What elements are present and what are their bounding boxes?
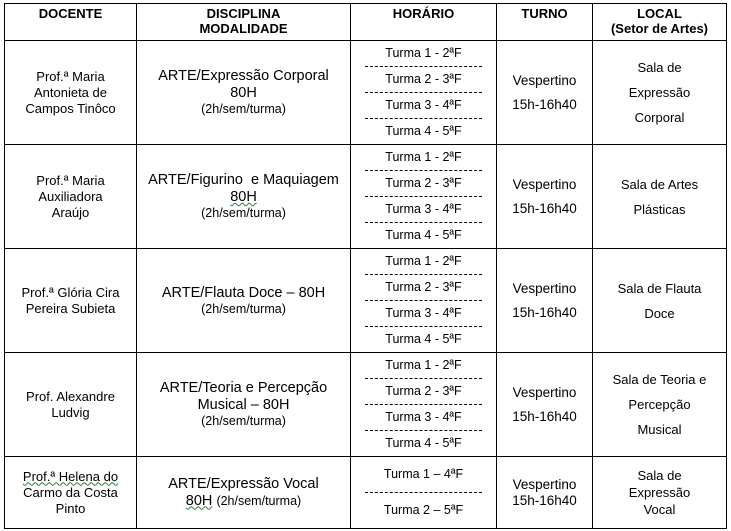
table-row xyxy=(5,145,727,249)
horario-item: Turma 1 - 2ªF xyxy=(365,249,482,275)
docente-cell: Prof.ª Glória Cira Pereira Subieta xyxy=(5,249,137,353)
header-horario: HORÁRIO xyxy=(351,4,497,41)
local-cell: Sala de Teoria e Percepção Musical xyxy=(593,353,727,457)
header-row xyxy=(5,4,727,41)
horario-item: Turma 1 - 2ªF xyxy=(365,41,482,67)
horario-item: Turma 1 – 4ªF xyxy=(365,457,482,493)
schedule-table xyxy=(4,3,727,529)
horario-cell xyxy=(351,41,497,145)
horario-item: Turma 3 - 4ªF xyxy=(365,93,482,119)
horario-item: Turma 3 - 4ªF xyxy=(365,301,482,327)
disciplina-cell: ARTE/Expressão Corporal 80H (2h/sem/turma) xyxy=(137,41,351,145)
horario-item: Turma 2 - 3ªF xyxy=(365,275,482,301)
local-cell: Sala de Artes Plásticas xyxy=(593,145,727,249)
table-row xyxy=(5,353,727,457)
horario-cell xyxy=(351,249,497,353)
horario-item: Turma 1 - 2ªF xyxy=(365,353,482,379)
horario-cell xyxy=(351,353,497,457)
horario-item: Turma 4 - 5ªF xyxy=(385,436,462,450)
horario-item: Turma 2 - 3ªF xyxy=(365,171,482,197)
table-row xyxy=(5,457,727,529)
horario-item: Turma 4 - 5ªF xyxy=(385,228,462,242)
turno-cell: Vespertino 15h-16h40 xyxy=(497,41,593,145)
horario-item: Turma 2 - 3ªF xyxy=(365,67,482,93)
horario-cell xyxy=(351,145,497,249)
local-cell: Sala de Expressão Corporal xyxy=(593,41,727,145)
horario-item: Turma 2 - 3ªF xyxy=(365,379,482,405)
header-turno: TURNO xyxy=(497,4,593,41)
table-row xyxy=(5,41,727,145)
turno-cell: Vespertino 15h-16h40 xyxy=(497,145,593,249)
disciplina-cell: ARTE/Expressão Vocal 80H (2h/sem/turma) xyxy=(137,457,351,529)
horario-item: Turma 2 – 5ªF xyxy=(383,503,464,517)
docente-cell: Prof.ª Helena do Carmo da Costa Pinto xyxy=(5,457,137,529)
header-disciplina: DISCIPLINA MODALIDADE xyxy=(137,4,351,41)
horario-cell xyxy=(351,457,497,529)
docente-cell: Prof.ª Maria Auxiliadora Araújo xyxy=(5,145,137,249)
docente-cell: Prof.ª Maria Antonieta de Campos Tinôco xyxy=(5,41,137,145)
docente-cell: Prof. Alexandre Ludvig xyxy=(5,353,137,457)
header-docente: DOCENTE xyxy=(5,4,137,41)
horario-item: Turma 3 - 4ªF xyxy=(365,405,482,431)
disciplina-cell: ARTE/Flauta Doce – 80H (2h/sem/turma) xyxy=(137,249,351,353)
turno-cell: Vespertino 15h-16h40 xyxy=(497,249,593,353)
horario-item: Turma 4 - 5ªF xyxy=(385,124,462,138)
disciplina-cell: ARTE/Figurino e Maquiagem 80H (2h/sem/turma) xyxy=(137,145,351,249)
header-local: LOCAL (Setor de Artes) xyxy=(593,4,727,41)
horario-item: Turma 1 - 2ªF xyxy=(365,145,482,171)
horario-item: Turma 3 - 4ªF xyxy=(365,197,482,223)
disciplina-cell: ARTE/Teoria e Percepção Musical – 80H (2h/sem/turma) xyxy=(137,353,351,457)
local-cell: Sala de Expressão Vocal xyxy=(593,457,727,529)
horario-item: Turma 4 - 5ªF xyxy=(385,332,462,346)
table-row xyxy=(5,249,727,353)
turno-cell: Vespertino 15h-16h40 xyxy=(497,457,593,529)
local-cell: Sala de Flauta Doce xyxy=(593,249,727,353)
turno-cell: Vespertino 15h-16h40 xyxy=(497,353,593,457)
